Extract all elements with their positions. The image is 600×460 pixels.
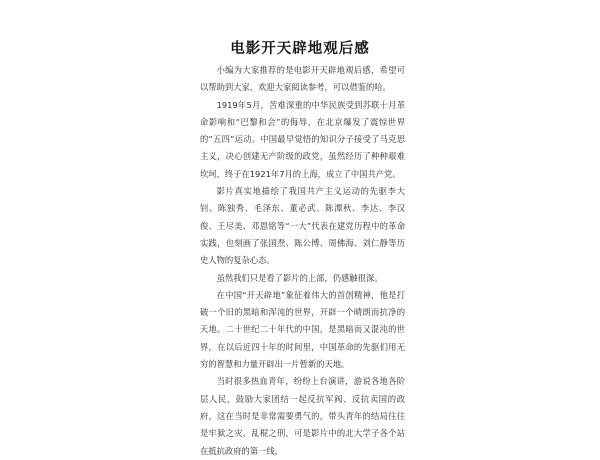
document-body: [200, 62, 405, 460]
paragraph-youth: 当时很多热血青年，纷纷上台演讲，游说各地各阶层人民，鼓励大家团结一起反抗军阀、反抗卖国的政府，这在当时是非常需要勇气的，带头青年的结局往往是牢狱之灾，乱棍之刑，可是影片中的北大学子各个站在抵抗政府的第一线，: [200, 376, 405, 456]
paragraph-intro: 小编为大家推荐的是电影开天辟地观后感，希望可以帮助到大家，欢迎大家阅读参考，可以借鉴的哈。: [200, 65, 405, 93]
paragraph-history: 1919年5月，苦难深重的中华民族受到苏联十月革命影响和“巴黎和会”的侮辱，在北京爆发了震惊世界的“五四”运动。中国最早觉悟的知识分子接受了马克思主义，决心创建无产阶级的政党，虽然经历了种种艰难坎坷，终于在1921年7月的上海，成立了中国共产党。: [200, 99, 405, 179]
document-title: 电影开天辟地观后感: [230, 41, 370, 57]
paragraph-impression: 虽然我们只是看了影片的上部，仍感触很深。: [216, 272, 383, 283]
paragraph-film-content: 影片真实地描绘了我国共产主义运动的先驱李大钊、陈独秀、毛泽东、董必武、陈潭秋、李达、李汉俊、王尽美、邓恩铭等“一大”代表在建党历程中的革命实践，也刻画了张国焘、陈公博、周佛海、刘仁静等历史人物的复杂心态。: [200, 186, 405, 266]
paragraph-meaning: 在中国“开天辟地”象征着伟大的首创精神，他是打破一个旧的黑暗和浑沌的世界，开辟一个晴朗而抗净的天地。二十世纪二十年代的中国，是黑暗而又混沌的世界，在以后近四十年的时间里，中国革命的先驱们用无穷的智慧和力量开辟出一片暂新的天地。: [200, 289, 405, 370]
